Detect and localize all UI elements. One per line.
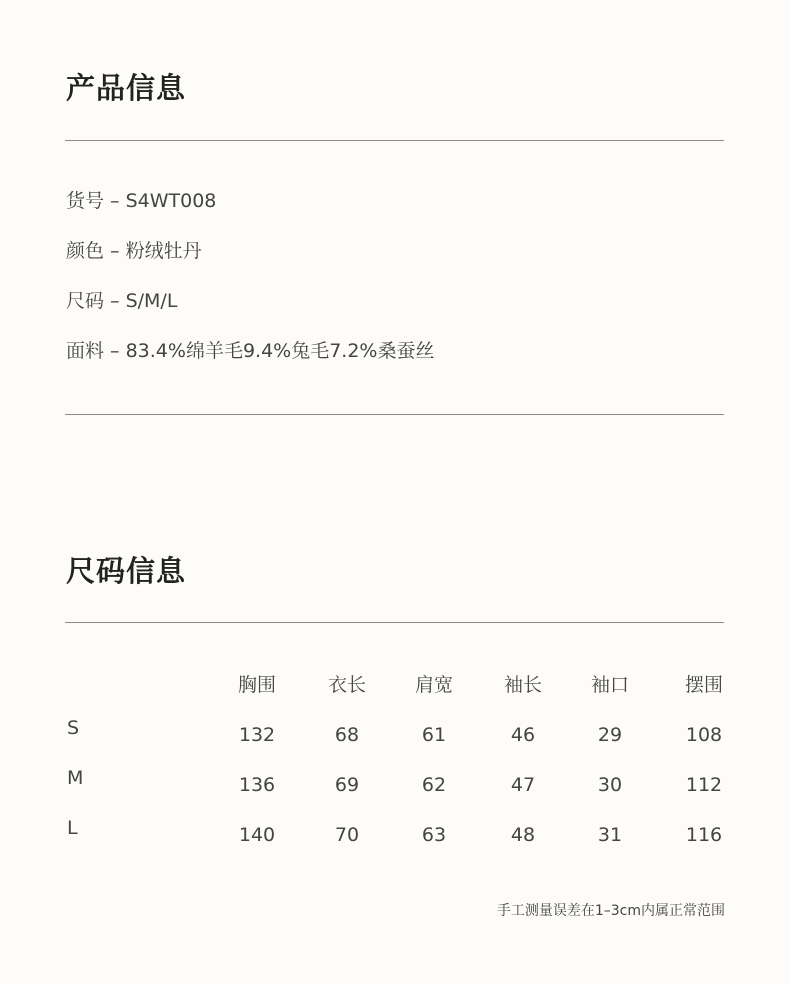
table-cell: 136	[238, 774, 276, 796]
size-info-divider	[65, 622, 724, 623]
table-cell: 108	[685, 724, 723, 746]
product-info-title: 产品信息	[66, 71, 187, 105]
column-header-cuff: 袖口	[590, 674, 630, 696]
row-label: L	[67, 817, 78, 839]
product-info-top-divider	[65, 140, 724, 141]
size-info-title: 尺码信息	[66, 554, 187, 588]
table-cell: 47	[510, 774, 536, 796]
column-header-sleeve-length: 袖长	[503, 674, 543, 696]
table-cell: 63	[421, 824, 447, 846]
fabric-line: 面料 – 83.4%绵羊毛9.4%兔毛7.2%桑蚕丝	[66, 340, 435, 362]
color-line: 颜色 – 粉绒牡丹	[66, 240, 202, 262]
row-label: S	[67, 717, 80, 739]
size-line: 尺码 – S/M/L	[66, 290, 178, 312]
table-cell: 112	[685, 774, 723, 796]
table-cell: 116	[685, 824, 723, 846]
table-cell: 46	[510, 724, 536, 746]
product-info-bottom-divider	[65, 414, 724, 415]
column-header-shoulder: 肩宽	[414, 674, 454, 696]
table-cell: 31	[597, 824, 623, 846]
table-cell: 69	[334, 774, 360, 796]
item-number-line: 货号 – S4WT008	[66, 190, 217, 212]
table-cell: 140	[238, 824, 276, 846]
column-header-hem: 摆围	[684, 674, 724, 696]
table-cell: 30	[597, 774, 623, 796]
column-header-chest: 胸围	[237, 674, 277, 696]
column-header-length: 衣长	[327, 674, 367, 696]
table-cell: 29	[597, 724, 623, 746]
table-cell: 132	[238, 724, 276, 746]
table-cell: 70	[334, 824, 360, 846]
measurement-note: 手工测量误差在1–3cm内属正常范围	[496, 903, 725, 919]
table-cell: 68	[334, 724, 360, 746]
table-cell: 48	[510, 824, 536, 846]
table-cell: 62	[421, 774, 447, 796]
table-cell: 61	[421, 724, 447, 746]
row-label: M	[67, 767, 84, 789]
